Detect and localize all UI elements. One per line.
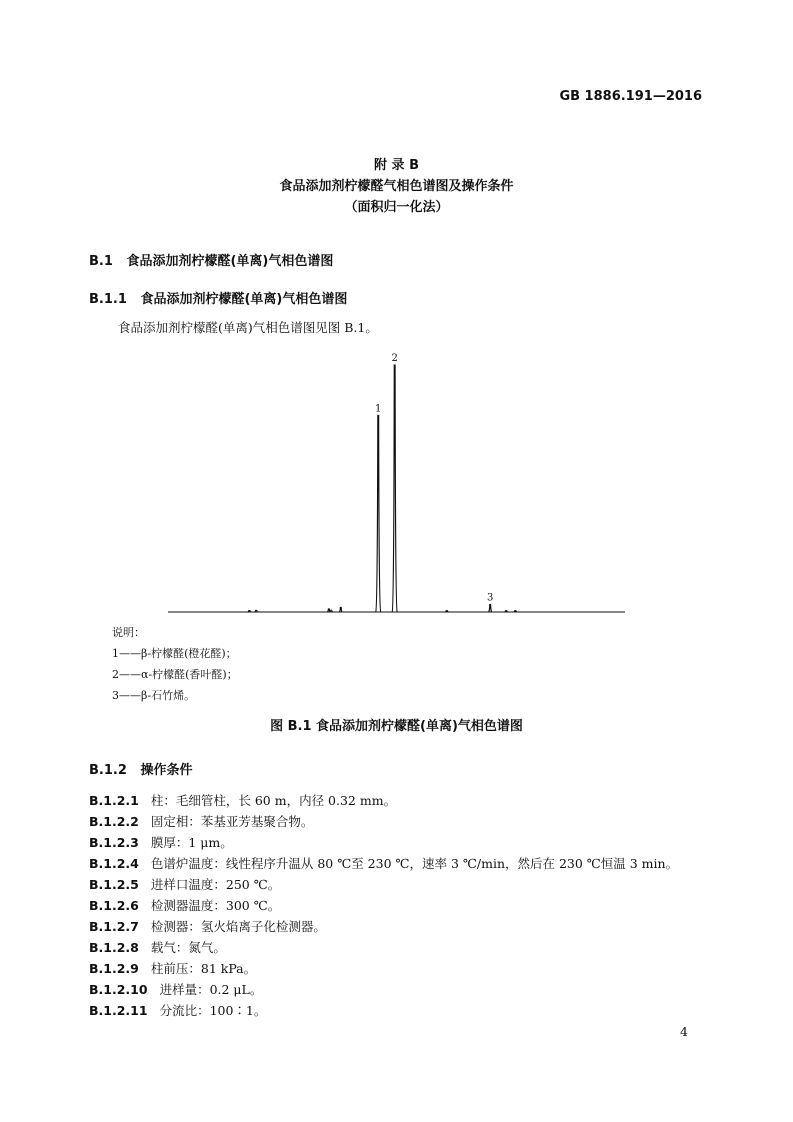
condition-item <box>89 790 396 809</box>
peak-1 <box>376 415 381 612</box>
legend-item-2: 2——α-柠檬醛(香叶醛)； <box>112 668 238 681</box>
peak-3 <box>489 604 492 612</box>
peak-label-1: 1 <box>375 403 382 415</box>
section-b11-title: 食品添加剂柠檬醛(单离)气相色谱图 <box>140 292 348 307</box>
condition-item <box>89 853 678 872</box>
condition-text: 柱：毛细管柱，长 60 m，内径 0.32 mm。 <box>150 793 397 808</box>
appendix-subtitle: （面积归一化法） <box>344 200 449 215</box>
section-b11-heading <box>89 288 347 307</box>
figure-caption: 图 B.1 食品添加剂柠檬醛(单离)气相色谱图 <box>270 719 523 734</box>
condition-item <box>89 979 262 998</box>
section-b1-title: 食品添加剂柠檬醛(单离)气相色谱图 <box>126 254 334 269</box>
standard-number: GB 1886.191—2016 <box>559 89 702 104</box>
condition-text: 膜厚：1 μm。 <box>150 835 233 850</box>
section-b1-num: B.1 <box>89 254 113 269</box>
condition-item <box>89 958 256 977</box>
peak-label-3: 3 <box>486 592 494 604</box>
condition-text: 检测器温度：300 ℃。 <box>150 898 281 913</box>
condition-item <box>89 874 280 893</box>
section-b12-heading <box>89 759 192 778</box>
peaks-layer <box>248 365 516 612</box>
appendix-title: 食品添加剂柠檬醛气相色谱图及操作条件 <box>279 179 514 194</box>
chromatogram <box>160 340 635 625</box>
condition-num: B.1.2.8 <box>89 940 139 955</box>
section-b11-text: 食品添加剂柠檬醛(单离)气相色谱图见图 B.1。 <box>118 320 378 335</box>
condition-num: B.1.2.1 <box>89 793 139 808</box>
legend-item-3: 3——β-石竹烯。 <box>112 689 196 702</box>
condition-item <box>89 895 280 914</box>
condition-text: 进样量：0.2 μL。 <box>159 982 263 997</box>
peak-label-2: 2 <box>391 353 398 365</box>
condition-text: 进样口温度：250 ℃。 <box>150 877 281 892</box>
condition-num: B.1.2.2 <box>89 814 139 829</box>
condition-num: B.1.2.3 <box>89 835 139 850</box>
condition-item <box>89 811 313 830</box>
condition-num: B.1.2.9 <box>89 961 139 976</box>
condition-item <box>89 1000 266 1019</box>
condition-text: 色谱炉温度：线性程序升温从 80 ℃至 230 ℃，速率 3 ℃/min，然后在 230 ℃恒温 3 min。 <box>150 856 679 871</box>
condition-num: B.1.2.4 <box>89 856 139 871</box>
condition-item <box>89 916 326 935</box>
appendix-label: 附 录 B <box>374 158 419 173</box>
condition-num: B.1.2.7 <box>89 919 139 934</box>
condition-item <box>89 937 226 956</box>
legend-title: 说明： <box>112 626 145 639</box>
condition-text: 柱前压：81 kPa。 <box>150 961 257 976</box>
section-b12-title: 操作条件 <box>140 763 193 778</box>
peak-2 <box>392 365 397 612</box>
condition-text: 检测器：氢火焰离子化检测器。 <box>150 919 326 934</box>
page-number: 4 <box>680 1024 688 1039</box>
condition-text: 分流比：100∶1。 <box>159 1003 267 1018</box>
condition-item <box>89 832 233 851</box>
section-b12-num: B.1.2 <box>89 763 127 778</box>
condition-num: B.1.2.11 <box>89 1003 148 1018</box>
condition-num: B.1.2.6 <box>89 898 139 913</box>
section-b1-heading <box>89 250 333 269</box>
legend-item-1: 1——β-柠檬醛(橙花醛)； <box>112 647 237 660</box>
section-b11-num: B.1.1 <box>89 292 127 307</box>
peak-labels-layer <box>375 353 493 603</box>
condition-num: B.1.2.5 <box>89 877 139 892</box>
minor-peak <box>340 607 342 612</box>
condition-text: 载气：氮气。 <box>150 940 226 955</box>
condition-num: B.1.2.10 <box>89 982 148 997</box>
condition-text: 固定相：苯基亚芳基聚合物。 <box>150 814 314 829</box>
